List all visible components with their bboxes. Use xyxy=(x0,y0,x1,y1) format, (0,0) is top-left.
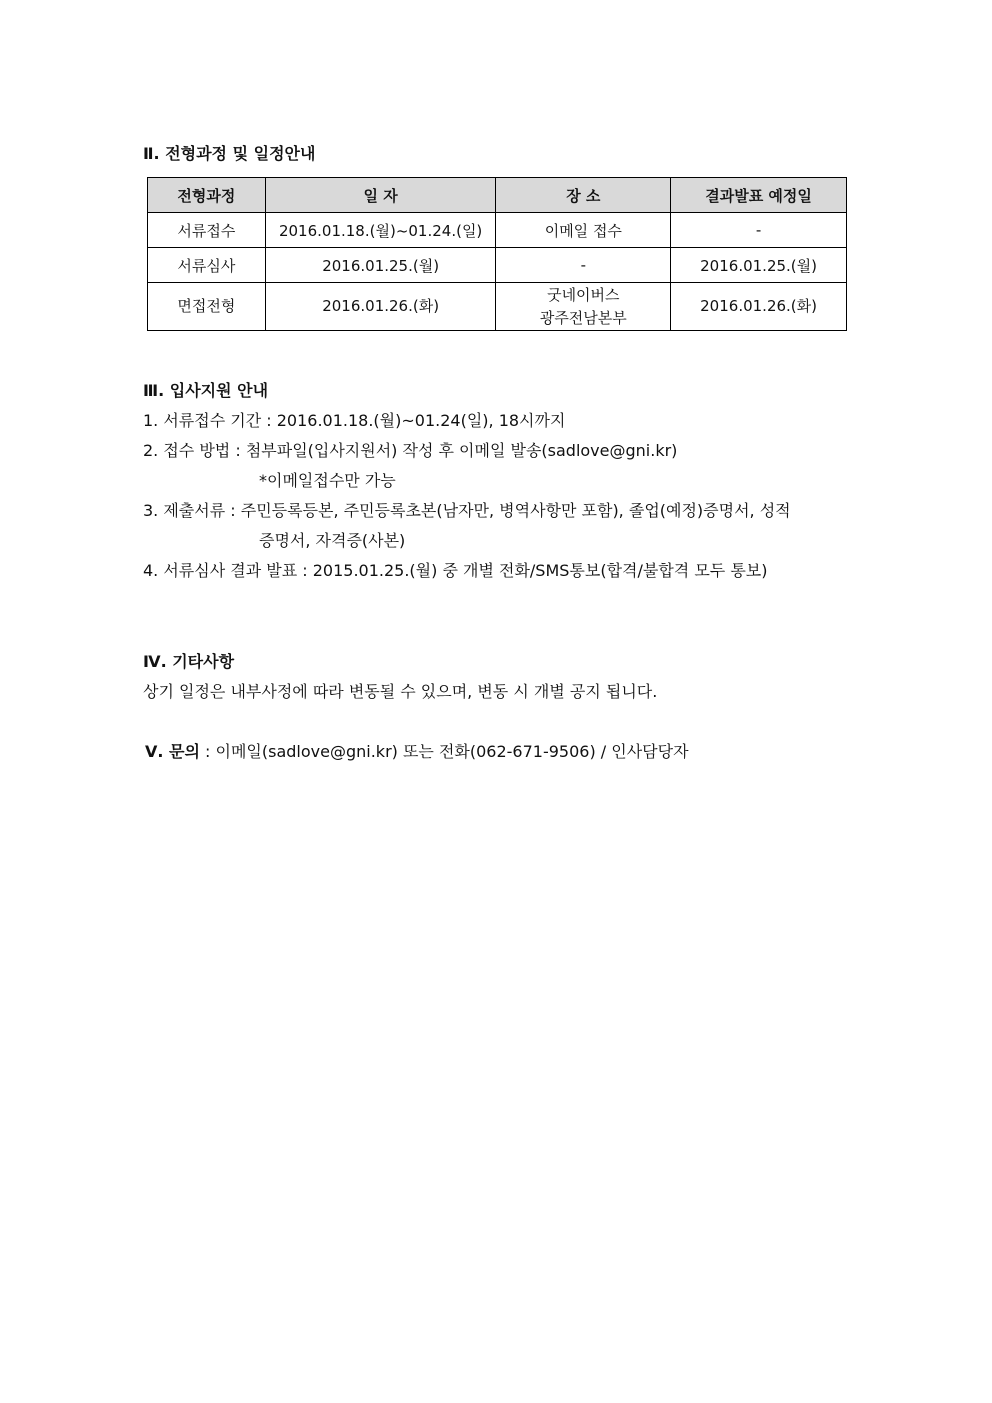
list-item: 2. 접수 방법 : 첨부파일(입사지원서) 작성 후 이메일 발송(sadlove@gni.kr) xyxy=(143,441,678,460)
result-cell: 2016.01.25.(월) xyxy=(671,248,847,283)
contact-label: Ⅴ. 문의 xyxy=(145,742,200,761)
place-line: 광주전남본부 xyxy=(539,308,627,327)
list-item: 3. 제출서류 : 주민등록등본, 주민등록초본(남자만, 병역사항만 포함), 졸업(예정)증명서, 성적 xyxy=(143,501,791,520)
schedule-table xyxy=(147,177,847,331)
place-cell xyxy=(496,248,671,283)
result-cell: 2016.01.26.(화) xyxy=(671,283,847,331)
table-header-cell: 결과발표 예정일 xyxy=(671,178,847,213)
stage-cell: 서류심사 xyxy=(148,248,266,283)
table-header-cell: 전형과정 xyxy=(148,178,266,213)
list-item: 4. 서류심사 결과 발표 : 2015.01.25.(월) 중 개별 전화/SMS통보(합격/불합격 모두 통보) xyxy=(143,561,768,580)
table-row xyxy=(148,213,847,248)
table-row xyxy=(148,283,847,331)
place-line: 굿네이버스 xyxy=(547,285,620,304)
stage-cell: 면접전형 xyxy=(148,283,266,331)
contact-line xyxy=(145,739,689,762)
table-header-row xyxy=(148,178,847,213)
section-4-text: 상기 일정은 내부사정에 따라 변동될 수 있으며, 변동 시 개별 공지 됩니다. xyxy=(143,682,658,701)
list-item-continuation: 증명서, 자격증(사본) xyxy=(259,531,406,550)
list-item: 1. 서류접수 기간 : 2016.01.18.(월)~01.24(일), 18시까지 xyxy=(143,411,566,430)
stage-cell: 서류접수 xyxy=(148,213,266,248)
table-header-cell: 장 소 xyxy=(496,178,671,213)
section-4-heading: Ⅳ. 기타사항 xyxy=(143,652,235,671)
contact-text: : 이메일(sadlove@gni.kr) 또는 전화(062-671-9506) / 인사담당자 xyxy=(199,742,689,761)
date-cell: 2016.01.26.(화) xyxy=(265,283,496,331)
place-cell xyxy=(496,283,671,331)
place-line: - xyxy=(580,256,587,274)
table-header-cell: 일 자 xyxy=(265,178,496,213)
place-line: 이메일 접수 xyxy=(544,221,622,240)
section-3-heading: Ⅲ. 입사지원 안내 xyxy=(143,381,269,400)
date-cell: 2016.01.25.(월) xyxy=(265,248,496,283)
date-cell: 2016.01.18.(월)~01.24.(일) xyxy=(265,213,496,248)
place-cell xyxy=(496,213,671,248)
result-cell: - xyxy=(671,213,847,248)
section-2-heading: Ⅱ. 전형과정 및 일정안내 xyxy=(143,144,316,163)
table-row xyxy=(148,248,847,283)
list-item-continuation: *이메일접수만 가능 xyxy=(259,471,396,490)
